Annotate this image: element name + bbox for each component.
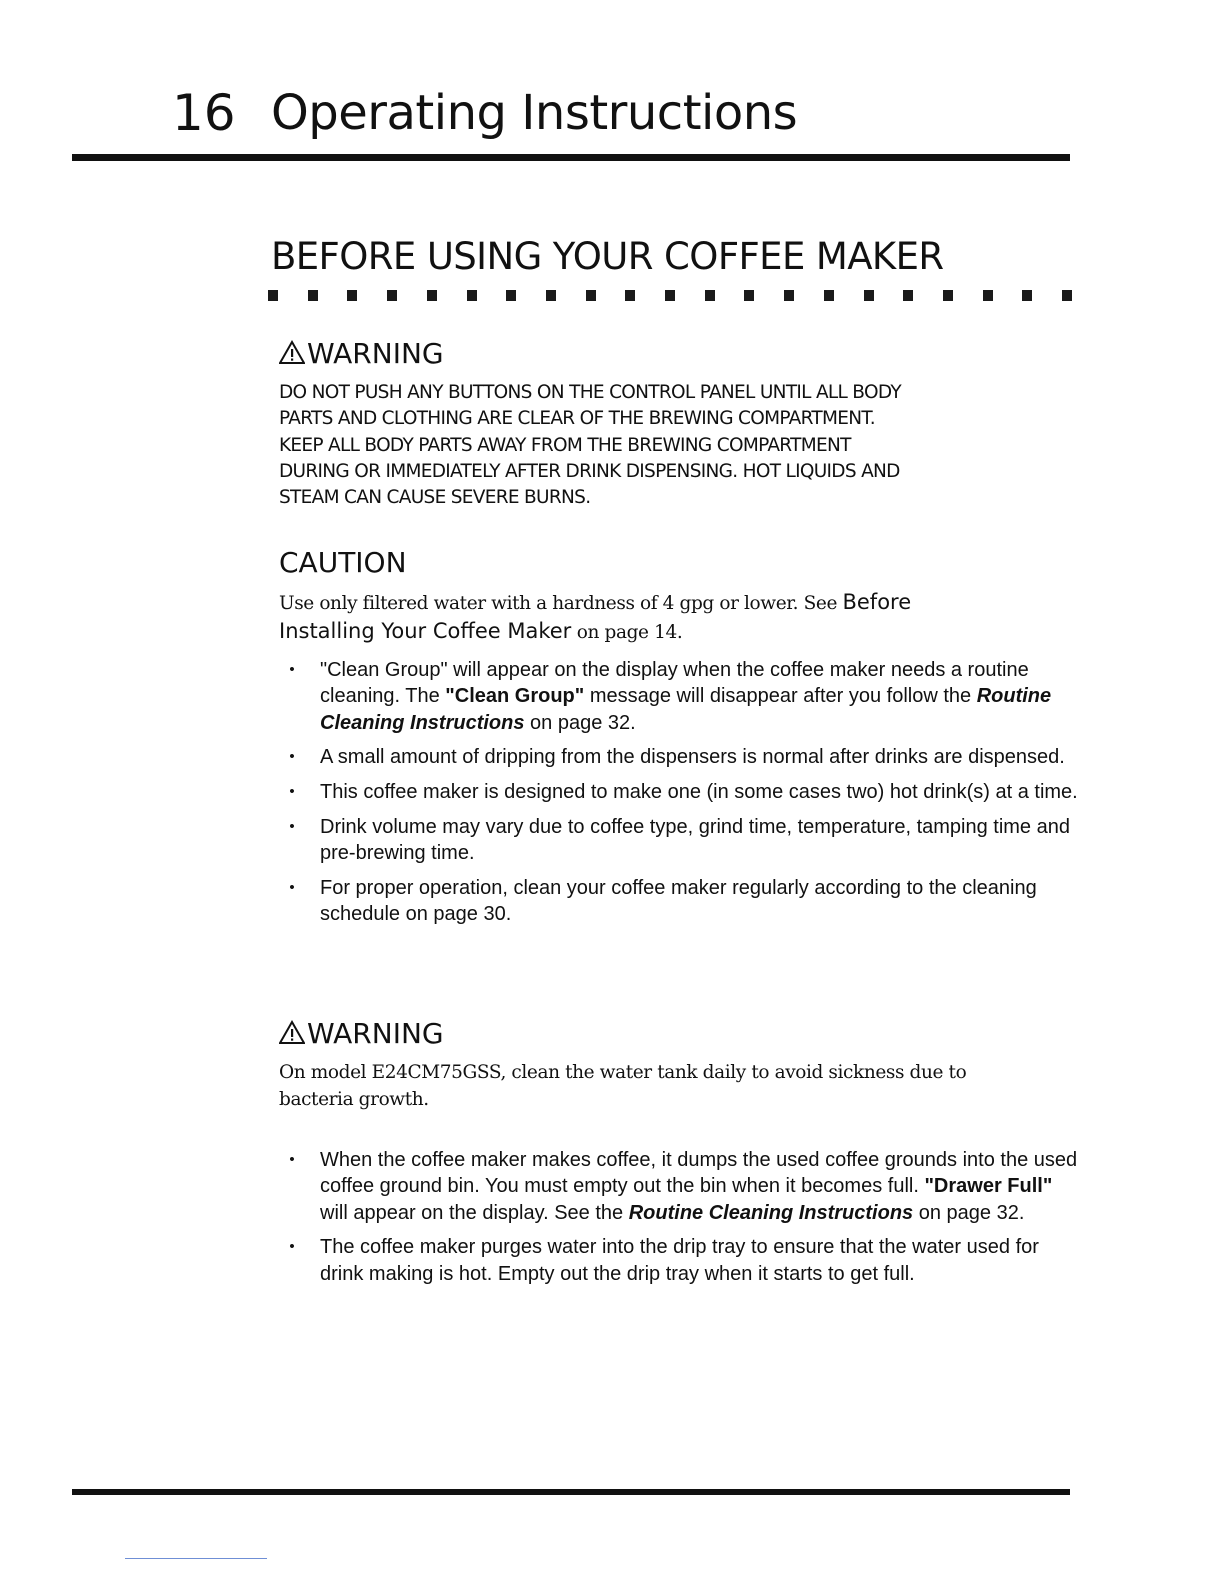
warning-heading <box>279 336 444 372</box>
divider-square <box>1062 290 1072 301</box>
list-item <box>289 744 1080 770</box>
divider-square <box>943 290 953 301</box>
bullet-glyph: • <box>289 1238 295 1256</box>
header-rule <box>72 154 1070 161</box>
list-item-text: Drink volume may vary due to coffee type, grind time, temperature, tamping time and pre-brewing time. <box>320 815 1070 865</box>
divider-square <box>903 290 913 301</box>
maintenance-notes-list <box>289 1147 1080 1295</box>
warning-triangle-icon <box>279 340 305 364</box>
list-item-text: on page 32. <box>913 1201 1025 1224</box>
caution-body <box>279 589 979 646</box>
warning-2-body: On model E24CM75GSS, clean the water tank daily to avoid sickness due to bacteria growth. <box>279 1062 967 1110</box>
list-item-text: When the coffee maker makes coffee, it dumps the used coffee grounds into the used coffee ground bin. You must empty out the bin when it becomes full. <box>320 1149 1078 1198</box>
bullet-glyph: • <box>289 748 295 766</box>
bullet-glyph: • <box>289 661 295 678</box>
section-reference: Routine Cleaning Instructions <box>628 1201 914 1224</box>
footer-rule <box>72 1489 1070 1495</box>
warning-line: PARTS AND CLOTHING ARE CLEAR OF THE BREWING COMPARTMENT. <box>279 408 875 430</box>
warning-triangle-icon <box>279 1020 305 1044</box>
divider-square <box>983 290 993 301</box>
list-item <box>289 779 1080 805</box>
caution-reference: Before Installing Your Coffee Maker <box>279 590 912 643</box>
list-item <box>289 814 1080 867</box>
warning-heading-label: WARNING <box>307 1017 444 1050</box>
divider-square <box>1022 290 1032 301</box>
divider-square <box>625 290 635 301</box>
list-item-text: For proper operation, clean your coffee maker regularly according to the cleaning schedule on page 30. <box>320 877 1037 926</box>
caution-page-ref: on page 14. <box>571 621 683 643</box>
divider-square <box>268 290 278 301</box>
list-item <box>289 1234 1080 1287</box>
list-item-text: on page 32. <box>524 711 636 734</box>
warning-line: KEEP ALL BODY PARTS AWAY FROM THE BREWING COMPARTMENT <box>279 434 851 456</box>
warning-line: STEAM CAN CAUSE SEVERE BURNS. <box>279 487 591 509</box>
divider-square <box>665 290 675 301</box>
section-title: BEFORE USING YOUR COFFEE MAKER <box>271 235 944 278</box>
bullet-glyph: • <box>289 879 295 897</box>
list-item-text: "Clean Group" will appear on the display when the coffee maker needs a routine cleaning. The <box>320 659 1029 708</box>
divider-square <box>784 290 794 301</box>
list-item-text: A small amount of dripping from the dispensers is normal after drinks are dispensed. <box>320 746 1065 769</box>
divider-square <box>744 290 754 301</box>
list-item <box>289 875 1080 928</box>
page-number: 16 <box>172 84 236 142</box>
divider-square <box>467 290 477 301</box>
warning-heading-label: WARNING <box>307 337 444 370</box>
list-item <box>289 1147 1080 1226</box>
warning-line: DURING OR IMMEDIATELY AFTER DRINK DISPENSING. HOT LIQUIDS AND <box>279 460 900 482</box>
page-title: Operating Instructions <box>271 85 798 141</box>
display-message: "Drawer Full" <box>924 1175 1053 1198</box>
list-item <box>289 657 1080 736</box>
section-dotted-divider <box>268 290 1072 302</box>
caution-text: Use only filtered water with a hardness of 4 gpg or lower. See <box>279 593 843 614</box>
divider-square <box>546 290 556 301</box>
caution-heading: CAUTION <box>279 546 407 579</box>
divider-square <box>864 290 874 301</box>
section-reference: Routine Cleaning Instructions <box>320 685 1052 734</box>
divider-square <box>824 290 834 301</box>
bullet-glyph: • <box>289 783 295 801</box>
warning-body <box>279 380 959 511</box>
warning-line: DO NOT PUSH ANY BUTTONS ON THE CONTROL PANEL UNTIL ALL BODY <box>279 382 901 403</box>
display-message: "Clean Group" <box>445 685 585 708</box>
warning-heading-2 <box>279 1016 444 1052</box>
divider-square <box>427 290 437 301</box>
bullet-glyph: • <box>289 1151 295 1168</box>
bullet-glyph: • <box>289 817 295 835</box>
list-item-text: This coffee maker is designed to make one (in some cases two) hot drink(s) at a time. <box>320 781 1078 804</box>
divider-square <box>347 290 357 301</box>
footer-link-underline <box>125 1558 267 1559</box>
list-item-text: will appear on the display. See the <box>320 1201 629 1224</box>
divider-square <box>308 290 318 301</box>
divider-square <box>705 290 715 301</box>
notes-list <box>289 657 1080 936</box>
list-item-text: The coffee maker purges water into the drip tray to ensure that the water used for drink making is hot. Empty out the drip tray when it starts to get full. <box>320 1236 1039 1285</box>
list-item-text: message will disappear after you follow the <box>584 685 977 708</box>
divider-square <box>586 290 596 301</box>
divider-square <box>506 290 516 301</box>
page-header <box>172 78 1072 148</box>
divider-square <box>387 290 397 301</box>
